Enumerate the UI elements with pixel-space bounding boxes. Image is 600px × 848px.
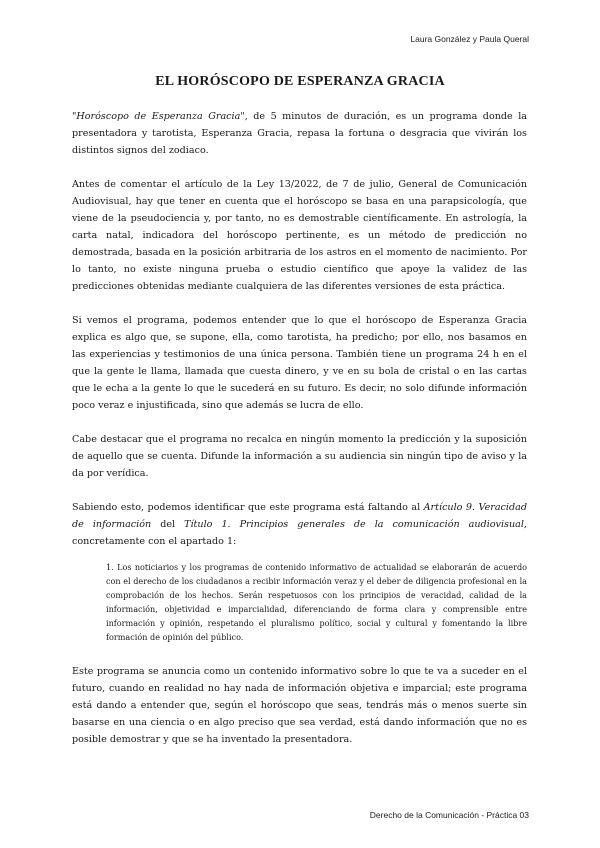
header-authors: Laura González y Paula Queral [410, 34, 529, 44]
footer-text: Derecho de la Comunicación - Práctica 03 [369, 810, 529, 820]
article-ref-part3: , concretamente con el apartado 1: [72, 519, 527, 547]
law-title-ref: Título 1. Principios generales de la comunicación audiovisual [184, 519, 524, 530]
paragraph-article-reference [72, 499, 527, 550]
paragraph-intro [72, 108, 527, 159]
article-title: Artículo 9. Veracidad de información [72, 502, 528, 530]
paragraph-intro-text: , de 5 minutos de duración, es un programa donde la presentadora y tarotista, Esperanza Gracia, repasa la fortuna o desgracia que vivirán los distintos signos del zodiaco. [72, 111, 527, 156]
paragraph-no-warning: Cabe destacar que el programa no recalca en ningún momento la predicción y la suposición de aquello que se cuenta. Difunde la información a su audiencia sin ningún tipo de aviso y la da por verídica. [72, 434, 527, 479]
paragraph-conclusion: Este programa se anuncia como un contenido informativo sobre lo que te va a suceder en el futuro, cuando en realidad no hay nada de información objetiva e imparcial; este programa está dando a entender que, según el horóscopo que seas, tendrás más o menos suerte sin basarse en una ciencia o en algo preciso que sea verdad, está dando información que no es posible demostrar y que se ha inventado la presentadora. [72, 666, 527, 745]
paragraph-law-context: Antes de comentar el artículo de la Ley 13/2022, de 7 de julio, General de Comunicación Audiovisual, hay que tener en cuenta que el horóscopo se basa en una parapsicología, que viene de la pseudociencia y, por tanto, no es demostrable científicamente. En astrología, la carta natal, indicadora del horóscopo pertinente, es un método de predicción no demostrada, basada en la posición arbitraria de los astros en el momento de nacimiento. Por lo tanto, no existe ninguna prueba o estudio científico que apoye la validez de las predicciones obtenidas mediante cualquiera de las diferentes versiones de esta práctica. [72, 179, 527, 292]
article-ref-part2: del [151, 519, 185, 530]
document-title: EL HORÓSCOPO DE ESPERANZA GRACIA [155, 74, 445, 89]
article-ref-part1: Sabiendo esto, podemos identificar que este programa está faltando al [72, 502, 424, 513]
paragraph-program-analysis: Si vemos el programa, podemos entender que lo que el horóscopo de Esperanza Gracia explica es algo que, se supone, ella, como tarotista, ha predicho; por ello, nos basamos en las experiencias y testimonios de una única persona. También tiene un programa 24 h en el que la gente le llama, llamada que cuesta dinero, y ve en su bola de cristal o en las cartas que le echa a la gente lo que le sucederá en su futuro. Es decir, no solo difunde información poco veraz e injustificada, sino que además se lucra de ello. [72, 315, 527, 411]
document-body [72, 108, 527, 765]
law-quote: 1. Los noticiarios y los programas de contenido informativo de actualidad se elaborarán de acuerdo con el derecho de los ciudadanos a recibir información veraz y el deber de diligencia profesional en la comprobación de los hechos. Serán respetuosos con los principios de veracidad, calidad de la información, objetividad e imparcialidad, diferenciando de forma clara y comprensible entre información y opinión, respetando el pluralismo político, social y cultural y fomentando la libre formación de opinión del público. [106, 562, 527, 642]
program-name: "Horóscopo de Esperanza Gracia" [72, 111, 245, 122]
